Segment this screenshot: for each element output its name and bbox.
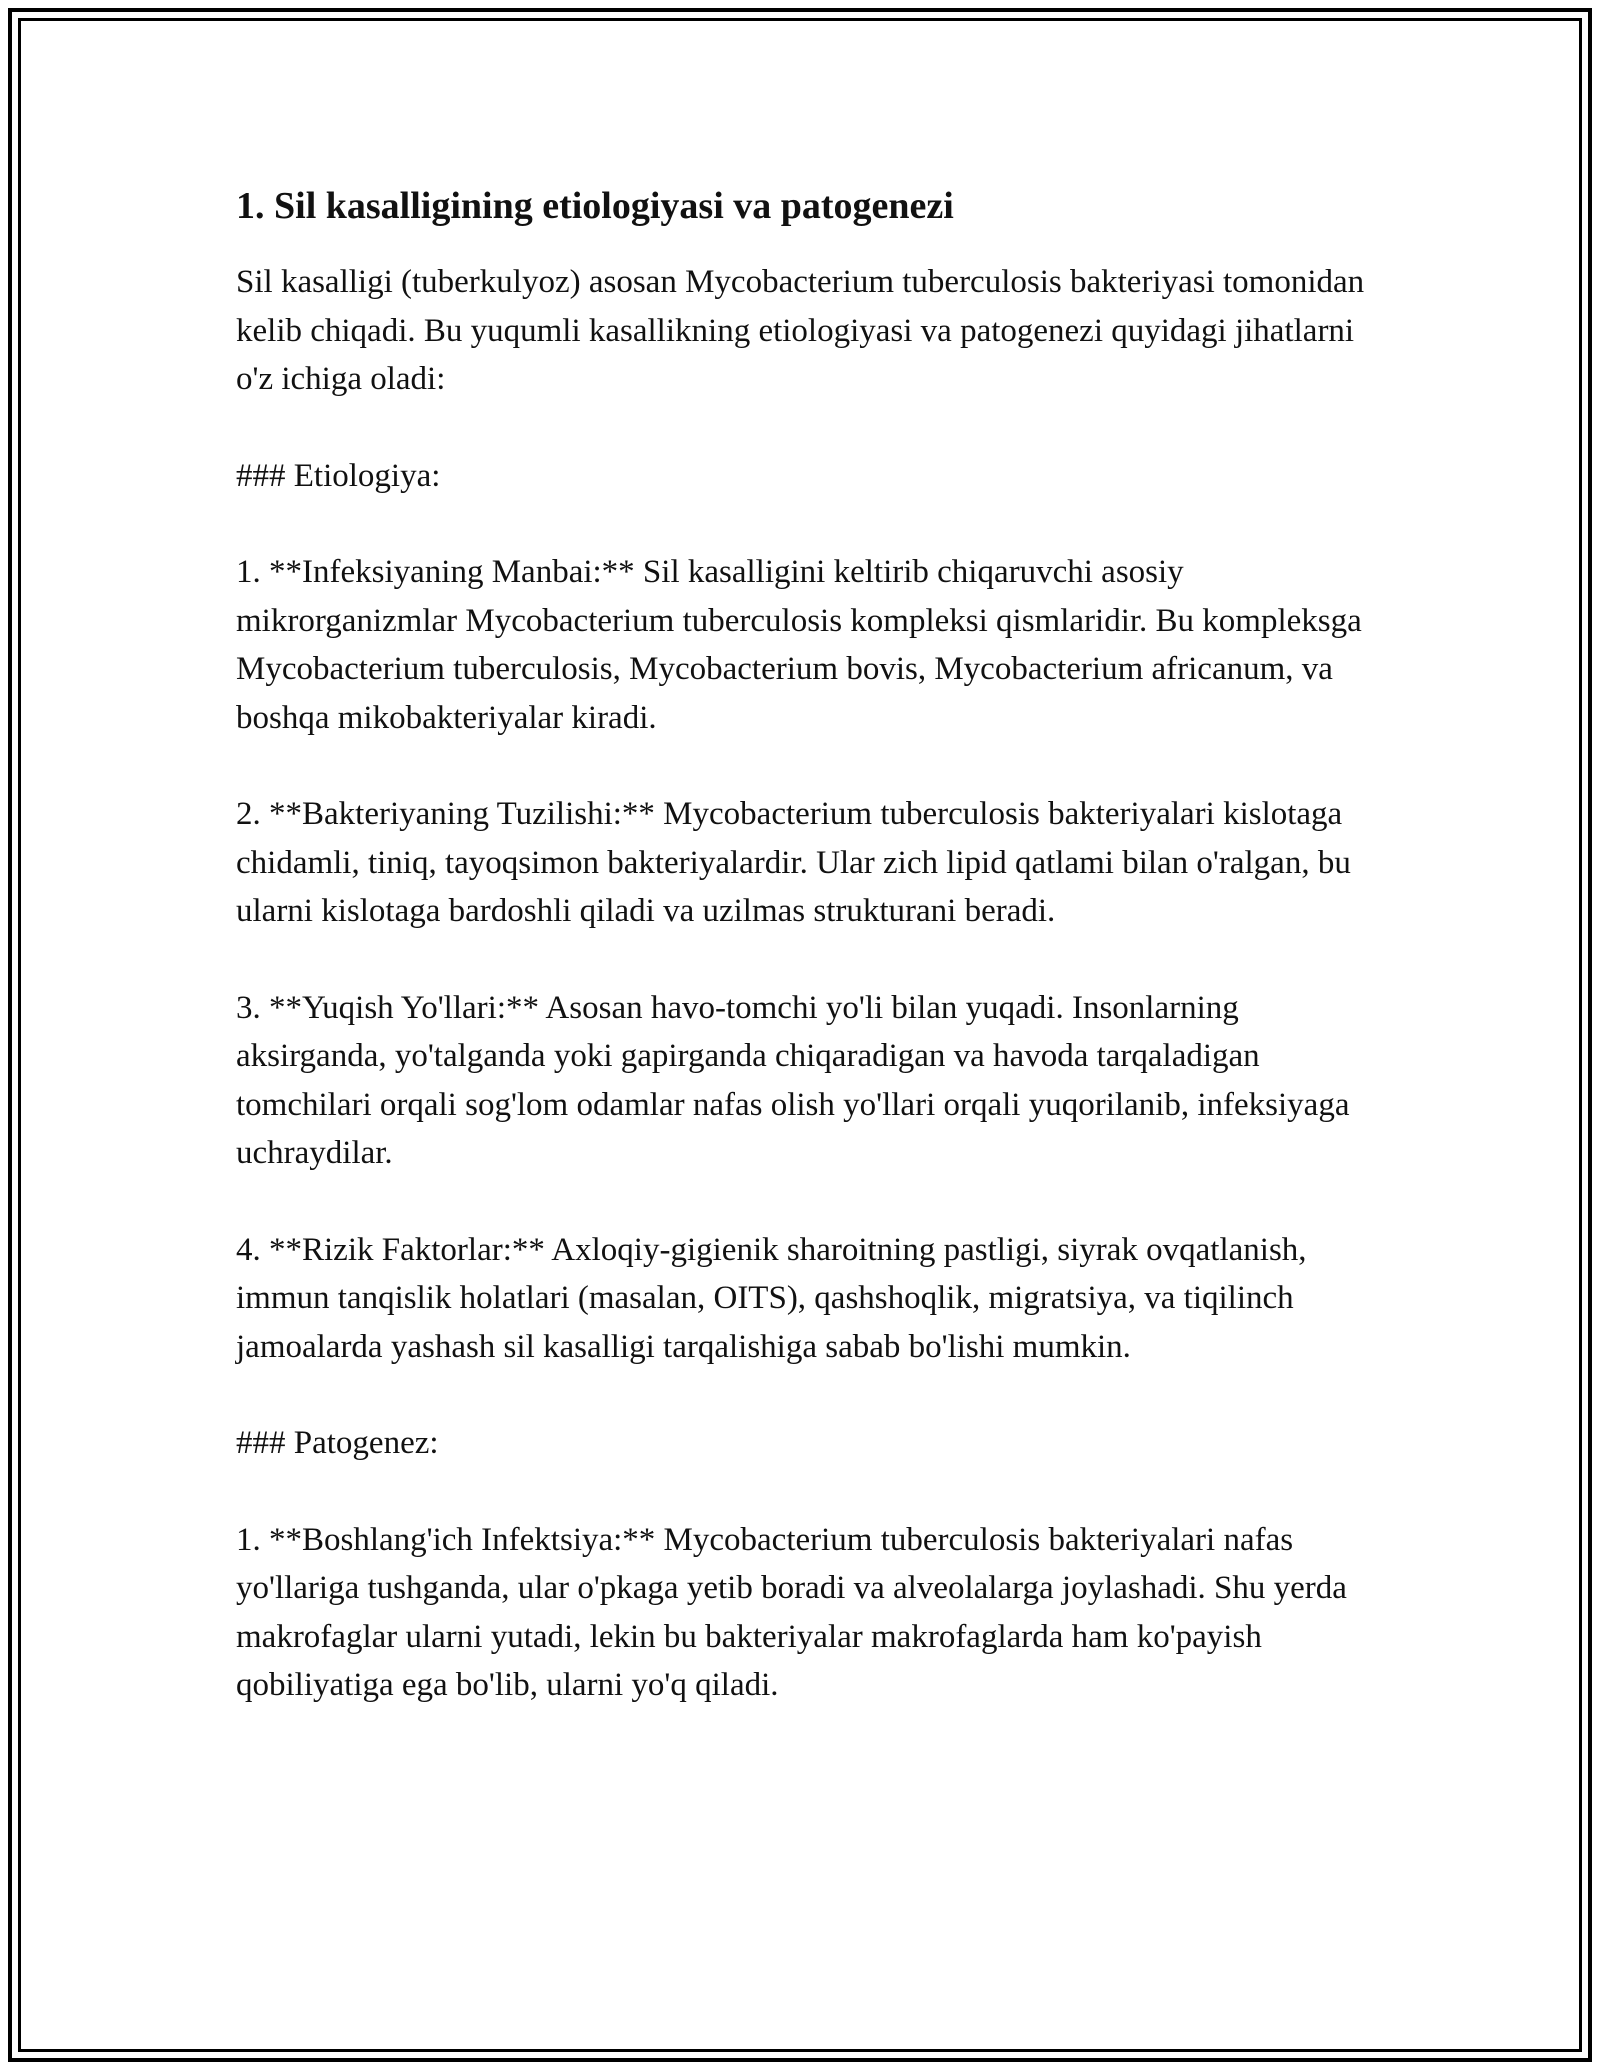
document-title: 1. Sil kasalligining etiologiyasi va patogenezi [236, 185, 954, 227]
etiology-item-2: 2. **Bakteriyaning Tuzilishi:** Mycobacterium tuberculosis bakteriyalari kislotaga chidamli, tiniq, tayoqsimon bakteriyalardir. Ular zich lipid qatlami bilan o'ralgan, bu ularni kislotaga bardoshli qiladi va uzilmas strukturani beradi. [236, 796, 1351, 929]
pathogenesis-heading: ### Patogenez: [236, 1425, 439, 1461]
document-page [236, 182, 1386, 1758]
intro-paragraph: Sil kasalligi (tuberkulyoz) asosan Mycobacterium tuberculosis bakteriyasi tomonidan kelib chiqadi. Bu yuqumli kasallikning etiologiyasi va patogenezi quyidagi jihatlarni o'z ichiga oladi: [236, 264, 1365, 397]
pathogenesis-item-1: 1. **Boshlang'ich Infektsiya:** Mycobacterium tuberculosis bakteriyalari nafas yo'llariga tushganda, ular o'pkaga yetib boradi va alveolalarga joylashadi. Shu yerda makrofaglar ularni yutadi, lekin bu bakteriyalar makrofaglarda ham ko'payish qobiliyatiga ega bo'lib, ularni yo'q qiladi. [236, 1521, 1347, 1703]
etiology-item-3: 3. **Yuqish Yo'llari:** Asosan havo-tomchi yo'li bilan yuqadi. Insonlarning aksirganda, yo'talganda yoki gapirganda chiqaradigan va havoda tarqaladigan tomchilari orqali sog'lom odamlar nafas olish yo'llari orqali yuqorilanib, infeksiyaga uchraydilar. [236, 989, 1350, 1171]
etiology-item-4: 4. **Rizik Faktorlar:** Axloqiy-gigienik sharoitning pastligi, siyrak ovqatlanish, immun tanqislik holatlari (masalan, OITS), qashshoqlik, migratsiya, va tiqilinch jamoalarda yashash sil kasalligi tarqalishiga sabab bo'lishi mumkin. [236, 1231, 1307, 1365]
etiology-heading: ### Etiologiya: [236, 457, 441, 494]
etiology-item-1: 1. **Infeksiyaning Manbai:** Sil kasalligini keltirib chiqaruvchi asosiy mikrorganizmlar Mycobacterium tuberculosis kompleksi qismlaridir. Bu kompleksga Mycobacterium tuberculosis, Mycobacterium bovis, Mycobacterium africanum, va boshqa mikobakteriyalar kiradi. [236, 554, 1362, 736]
